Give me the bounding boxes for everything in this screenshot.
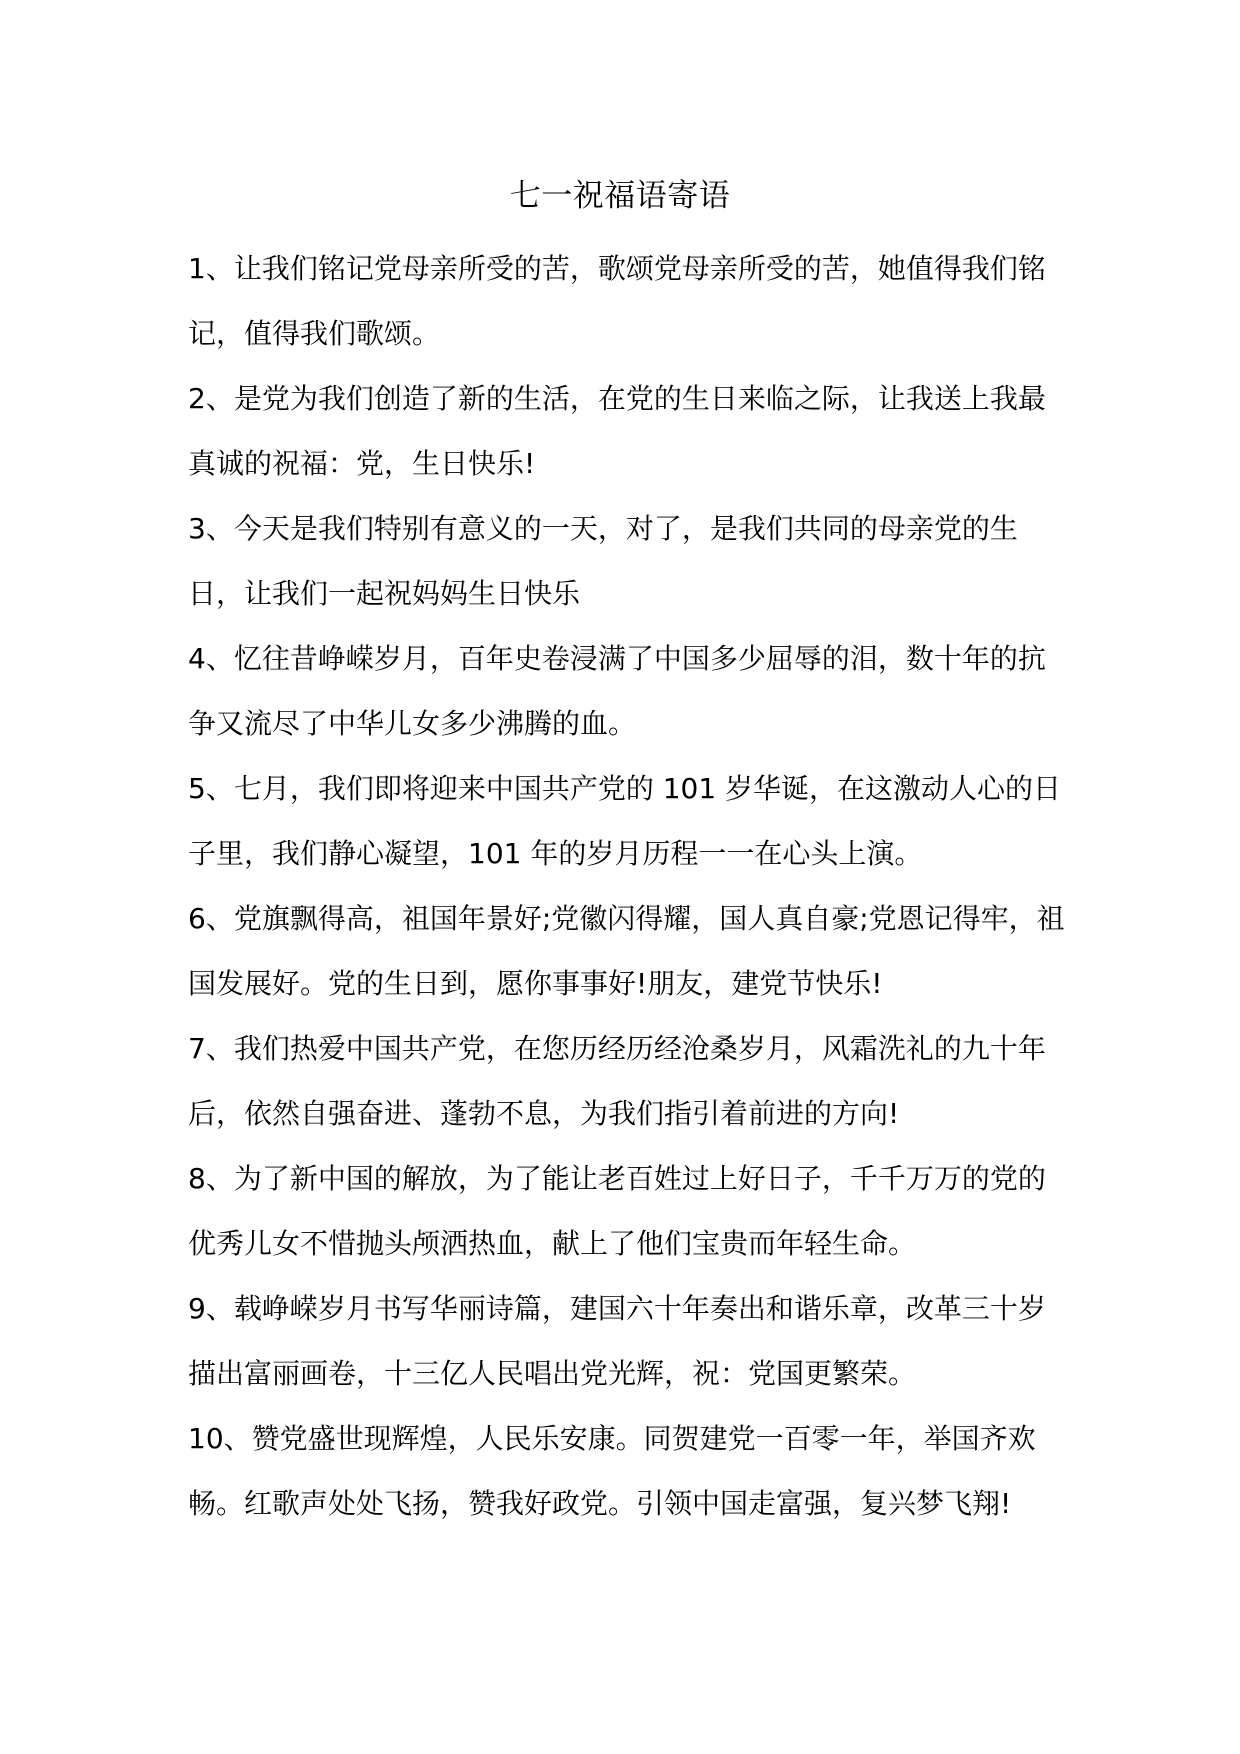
list-item: 6、党旗飘得高，祖国年景好;党徽闪得耀，国人真自豪;党恩记得牢，祖国发展好。党的生日到，愿你事事好!朋友，建党节快乐! bbox=[188, 902, 1065, 1000]
list-item: 5、七月，我们即将迎来中国共产党的 101 岁华诞，在这激动人心的日子里，我们静心凝望，101 年的岁月历程一一在心头上演。 bbox=[188, 772, 1062, 870]
list-item: 7、我们热爱中国共产党，在您历经历经沧桑岁月，风霜洗礼的九十年后，依然自强奋进、蓬勃不息，为我们指引着前进的方向! bbox=[188, 1032, 1046, 1130]
list-item: 2、是党为我们创造了新的生活，在党的生日来临之际，让我送上我最真诚的祝福：党，生日快乐! bbox=[188, 382, 1046, 480]
list-item: 1、让我们铭记党母亲所受的苦，歌颂党母亲所受的苦，她值得我们铭记，值得我们歌颂。 bbox=[188, 252, 1046, 350]
list-item: 3、今天是我们特别有意义的一天，对了，是我们共同的母亲党的生日，让我们一起祝妈妈生日快乐 bbox=[188, 512, 1018, 610]
list-item: 4、忆往昔峥嵘岁月，百年史卷浸满了中国多少屈辱的泪，数十年的抗争又流尽了中华儿女多少沸腾的血。 bbox=[188, 642, 1046, 740]
list-item: 10、赞党盛世现辉煌，人民乐安康。同贺建党一百零一年，举国齐欢畅。红歌声处处飞扬，赞我好政党。引领中国走富强，复兴梦飞翔! bbox=[188, 1422, 1036, 1520]
list-item: 9、载峥嵘岁月书写华丽诗篇，建国六十年奏出和谐乐章，改革三十岁描出富丽画卷，十三亿人民唱出党光辉，祝：党国更繁荣。 bbox=[188, 1292, 1046, 1390]
blessing-list bbox=[188, 236, 1068, 1536]
document-title: 七一祝福语寄语 bbox=[509, 178, 731, 214]
list-item: 8、为了新中国的解放，为了能让老百姓过上好日子，千千万万的党的优秀儿女不惜抛头颅洒热血，献上了他们宝贵而年轻生命。 bbox=[188, 1162, 1046, 1260]
